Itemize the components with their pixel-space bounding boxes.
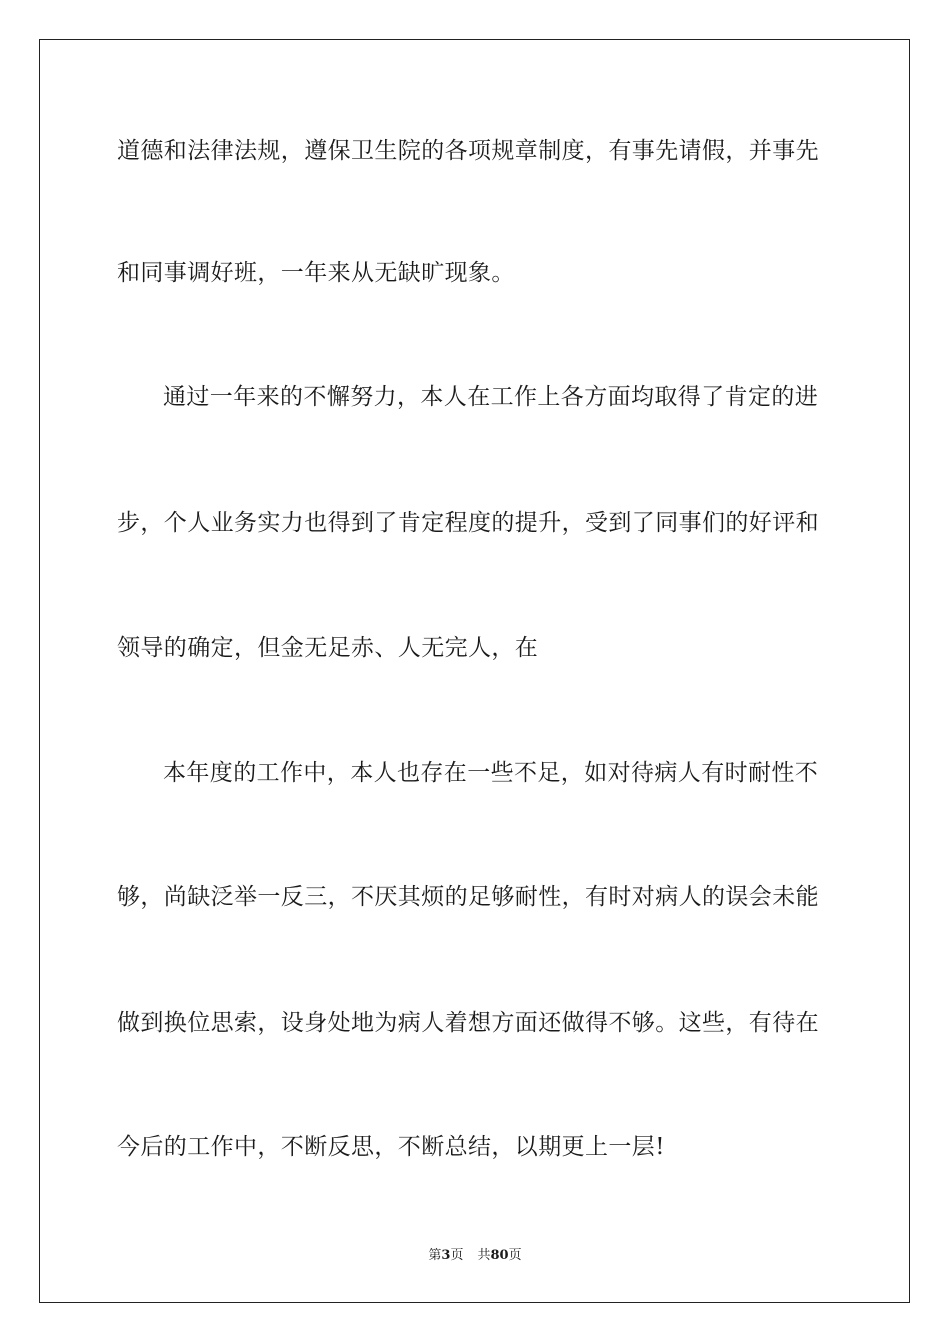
page-prefix: 第 xyxy=(428,1248,442,1263)
paragraph-line-7: 够，尚缺泛举一反三，不厌其烦的足够耐性，有时对病人的误会未能 xyxy=(117,884,819,910)
total-pages: 80 xyxy=(490,1248,509,1263)
paragraph-line-2: 和同事调好班，一年来从无缺旷现象。 xyxy=(117,260,515,286)
page-footer xyxy=(0,1247,950,1265)
paragraph-line-8: 做到换位思索，设身处地为病人着想方面还做得不够。这些，有待在 xyxy=(117,1010,819,1036)
page-border xyxy=(39,39,910,1303)
page-suffix: 页 xyxy=(450,1248,464,1263)
paragraph-line-3: 通过一年来的不懈努力，本人在工作上各方面均取得了肯定的进 xyxy=(163,384,819,410)
page-number: 3 xyxy=(441,1248,451,1263)
total-suffix: 页 xyxy=(508,1248,522,1263)
paragraph-line-9: 今后的工作中，不断反思，不断总结，以期更上一层! xyxy=(117,1134,665,1160)
paragraph-line-5: 领导的确定，但金无足赤、人无完人，在 xyxy=(117,635,539,661)
total-prefix: 共 xyxy=(477,1248,491,1263)
paragraph-line-6: 本年度的工作中，本人也存在一些不足，如对待病人有时耐性不 xyxy=(163,760,819,786)
paragraph-line-4: 步，个人业务实力也得到了肯定程度的提升，受到了同事们的好评和 xyxy=(117,510,819,536)
paragraph-line-1: 道德和法律法规，遵保卫生院的各项规章制度，有事先请假，并事先 xyxy=(117,138,819,164)
